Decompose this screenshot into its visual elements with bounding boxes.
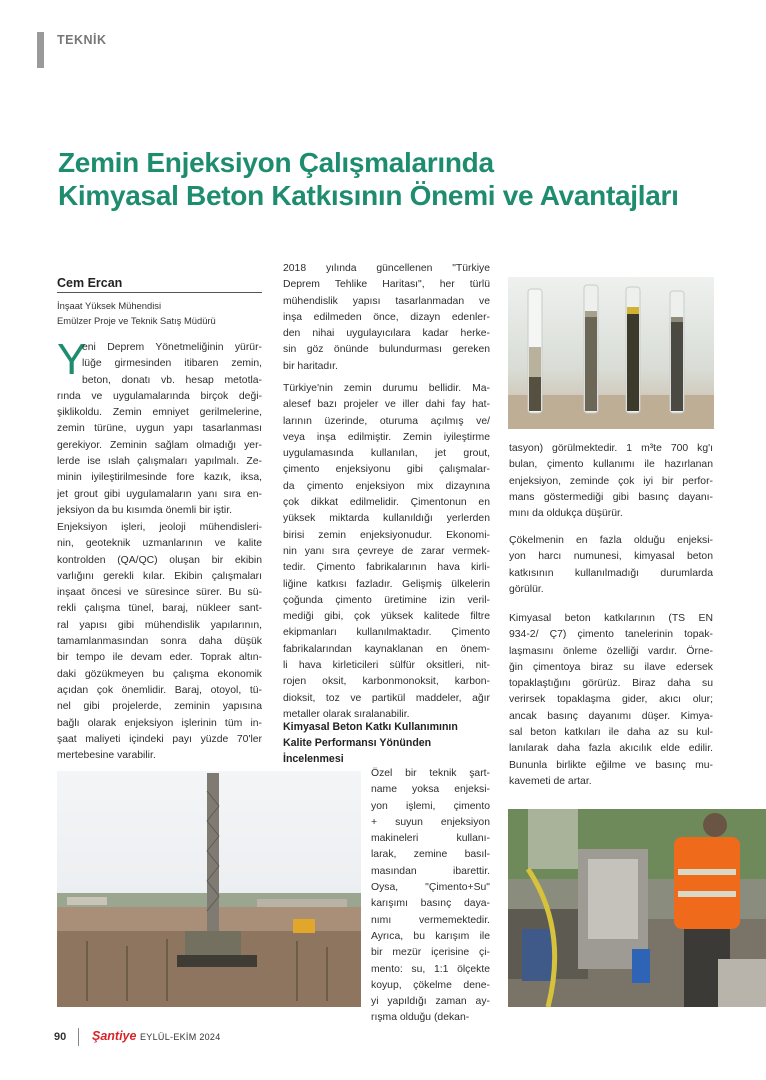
- text-line: ral yapısı gibi mühendislik yapılarının,: [57, 619, 262, 631]
- text-line: veya inşa edilmiştir. Zemin iyileştirme: [283, 431, 490, 443]
- drop-cap: Y: [57, 335, 87, 384]
- text-line: larının üzerinde, oturuma açılmış ve/: [283, 415, 490, 427]
- text-line: mını da oldukça düşürür.: [509, 508, 623, 520]
- text-line: den nihai uygulayıcılara kadar herke-: [283, 328, 490, 340]
- text-line: Özel bir teknik şart-: [371, 768, 490, 779]
- text-line: larak, zemine basıl-: [371, 849, 490, 861]
- text-line: nımı vermemektedir.: [371, 914, 490, 926]
- text-line: birisi zemin enjeksiyonudur. Ekonomi-: [283, 529, 490, 541]
- text-line: görülür.: [509, 583, 544, 595]
- text-line: nin, geoteknik uzmanlarının ve kalite: [57, 538, 262, 550]
- text-line: Oysa, "Çimento+Su": [371, 882, 490, 894]
- text-line: zemin türüne, uygun yapı tasarlanması: [57, 423, 262, 435]
- text-line: inşa edilmeden önce, dizayn edenler-: [283, 311, 490, 323]
- text-line: ekipmanları kullanılmaktadır. Çimento: [283, 627, 490, 639]
- text-line: da çimento enjeksiyon mix dizaynına: [283, 480, 490, 492]
- text-line: çok dikkat edilmelidir. Çimentonun en: [283, 497, 490, 509]
- text-line: çimento enjeksiyonu gibi çalışmalar-: [283, 464, 490, 476]
- text-line: rışma olduğu (dekan-: [371, 1012, 470, 1024]
- text-line: Bununla birlikte eğilme ve basınç mu-: [509, 759, 713, 771]
- page-number: 90: [54, 1031, 67, 1043]
- text-line: kontrolden (QA/QC) oluşan bir ekibin: [57, 554, 262, 566]
- text-line: yüksek miktarda kullanıldığı yerlerden: [283, 513, 490, 525]
- author-name: Cem Ercan: [57, 276, 123, 290]
- text-line: 2018 yılında güncellenen "Türkiye: [283, 263, 490, 274]
- author-divider: [57, 292, 262, 293]
- text-line: şaat maliyeti içindeki payı yüzde 70'ler: [57, 733, 262, 745]
- text-line: varlığını gerekli kılar. Ekibin çalışmaları: [57, 570, 262, 582]
- text-line: ancak basınç dayanımı düşer. Kimya-: [509, 710, 713, 722]
- text-line: jeksiyon da bu kısımda önemli bir iştir.: [57, 504, 232, 516]
- text-line: şiklikoldu. Zemin emniyet gerilmelerine,: [57, 407, 262, 419]
- text-line: daki gözükmeyen bu çalışma ekonomik: [57, 668, 262, 680]
- col2-paragraph-2: [283, 381, 490, 723]
- text-line: rojen oksit, karbonmonoksit, karbon-: [283, 676, 490, 688]
- magazine-logo: Şantiye: [92, 1029, 137, 1043]
- text-line: Deprem Tehlike Haritası", her türlü: [283, 279, 490, 291]
- text-line: mühendislik yapısı tasarlanmadan ve: [283, 295, 490, 307]
- text-line: eni Deprem Yönetmeliğinin yürür-: [82, 342, 262, 353]
- author-role-line: Emülzer Proje ve Teknik Satış Müdürü: [57, 315, 216, 326]
- text-line: yi yapıldığı zaman ay-: [371, 996, 490, 1008]
- section-subheading: [283, 719, 493, 767]
- text-line: çoğunda çimento üretimine izin veril-: [283, 594, 490, 606]
- text-line: name yoksa enjeksi-: [371, 784, 490, 796]
- author-role-line: İnşaat Yüksek Mühendisi: [57, 300, 162, 311]
- text-line: topaklaştığını görürüz. Biraz daha su: [509, 678, 713, 690]
- col1-paragraph-1: [57, 335, 262, 519]
- subheading-line: Kalite Performansı Yönünden: [283, 737, 432, 749]
- text-line: makineleri kullanı-: [371, 833, 490, 845]
- article-title: [58, 146, 748, 212]
- text-line: bulan, çimento kullanımı ile hazırlanan: [509, 459, 713, 471]
- grout-mixing-worker-photo: [508, 809, 766, 1007]
- text-line: inşaat öncesi ve süresince sürer. Bu sü-: [57, 587, 262, 599]
- text-line: 934-2/ Ç7) çimento tanelerinin topak-: [509, 629, 713, 641]
- section-marker: [37, 32, 44, 68]
- author-role: [57, 298, 267, 328]
- text-line: Çökelmenin en fazla olduğu enjeksi-: [509, 535, 713, 546]
- text-line: beton, donatı vb. hesap metotla-: [82, 374, 262, 386]
- text-line: fabrikalarından kaynaklanan en önem-: [283, 643, 490, 655]
- text-line: masından ibarettir.: [371, 865, 490, 877]
- text-line: sal beton katkıları ile daha az su kul-: [509, 727, 713, 739]
- text-line: mento: su, 1:1 ölçekte: [371, 963, 490, 975]
- title-line-1: Zemin Enjeksiyon Çalışmalarında: [58, 147, 494, 178]
- text-line: jet grout gibi uygulamaların yanı sıra en-: [57, 488, 262, 500]
- text-line: lerde ise ıslah çalışmaları yapılmalı. Ze-: [57, 456, 262, 468]
- col3-paragraph-2: [509, 533, 713, 598]
- text-line: verirsek topaklaşma gider, akıcı olur;: [509, 694, 713, 706]
- footer-divider: [78, 1028, 79, 1046]
- test-tubes-photo: [508, 277, 714, 429]
- text-line: laşmasını önleme özelliği vardır. Örne-: [509, 645, 713, 657]
- col2-paragraph-1: [283, 261, 490, 375]
- subheading-line: İncelenmesi: [283, 753, 344, 765]
- section-label: TEKNİK: [57, 33, 107, 47]
- text-line: karışımı basınç daya-: [371, 898, 490, 910]
- text-line: + suyun enjeksiyon: [371, 816, 490, 828]
- text-line: Türkiye'nin zemin durumu bellidir. Ma-: [283, 383, 490, 394]
- drilling-rig-photo: [57, 771, 361, 1007]
- text-line: nel gibi projelerde, zeminin yapısına: [57, 701, 262, 713]
- text-line: tasyon) görülmektedir. 1 m³te 700 kg'ı: [509, 443, 713, 454]
- text-line: açıdan çok önemlidir. Baraj, otoyol, tü-: [57, 684, 262, 696]
- text-line: minin iyileştirilmesinde fore kazık, iksa,: [57, 472, 262, 484]
- text-line: bir haritadır.: [283, 360, 338, 372]
- text-line: koyup, çökelme dene-: [371, 979, 490, 991]
- text-line: mediği gibi, çok yüksek kalitede filtre: [283, 611, 490, 623]
- text-line: mertebesine varabilir.: [57, 750, 156, 762]
- text-line: Enjeksiyon işleri, jeoloji mühendisleri-: [57, 522, 262, 533]
- text-line: Ayrıca, bu karışım ile: [371, 930, 490, 942]
- text-line: uygulamasında kullanılan, jet grout,: [283, 448, 490, 460]
- col3-paragraph-3: [509, 611, 713, 790]
- text-line: nin yanı sıra çevreye de zarar vermek-: [283, 545, 490, 557]
- title-line-2: Kimyasal Beton Katkısının Önemi ve Avantajları: [58, 180, 679, 211]
- text-line: enjeksiyon, zeminde çok iyi bir perfor-: [509, 475, 713, 487]
- text-line: sin göz önünde bulundurması gereken: [283, 344, 490, 356]
- text-line: li hava kirleticileri sülfür oksitleri, nit-: [283, 660, 490, 672]
- text-line: gerekiyor. Zeminin sağlam olmadığı yer-: [57, 439, 262, 451]
- text-line: lanılarak daha fazla akıcılık elde edilir.: [509, 743, 713, 755]
- text-line: dioksit, toz ve partikül maddeler, ağır: [283, 692, 490, 704]
- text-line: alesef bazı projeler ve iller dahi fay hat-: [283, 399, 490, 411]
- text-line: mans göstermediği gibi basınç dayanı-: [509, 491, 713, 503]
- text-line: tamamlanmasından sonra daha düşük: [57, 636, 262, 648]
- text-line: bir mezür içerisine çi-: [371, 947, 490, 959]
- col1-paragraph-2: [57, 520, 262, 764]
- text-line: yon işlemi, çimento: [371, 800, 490, 812]
- text-line: katkısının kullanılmadığı durumlarda: [509, 567, 713, 579]
- text-line: rekli çalışma tünel, baraj, nükleer sant-: [57, 603, 262, 615]
- text-line: rında ve uygulamalarında birçok deği-: [57, 390, 262, 402]
- text-line: bağlı olarak enjeksiyon işlerinin tüm in-: [57, 717, 262, 729]
- col2-paragraph-3: [371, 766, 490, 1027]
- text-line: yon harcı numunesi, kimyasal beton: [509, 551, 713, 563]
- text-line: kavemeti de artar.: [509, 775, 592, 787]
- text-line: liğine katkısı fazladır. Gelişmiş ülkelerin: [283, 578, 490, 590]
- text-line: tedir. Çimento fabrikalarının hava kirli-: [283, 562, 490, 574]
- text-line: Kimyasal beton katkılarının (TS EN: [509, 613, 713, 624]
- text-line: bir tempo ile devam eder. Toprak altın-: [57, 652, 262, 664]
- issue-date: EYLÜL-EKİM 2024: [140, 1032, 221, 1042]
- text-line: lüğe girmesinden itibaren zemin,: [82, 358, 262, 370]
- subheading-line: Kimyasal Beton Katkı Kullanımının: [283, 721, 458, 733]
- text-line: ğin çimentoya biraz su ilave edersek: [509, 661, 713, 673]
- text-line: metaller olarak sıralanabilir.: [283, 708, 410, 720]
- col3-paragraph-1: [509, 441, 713, 522]
